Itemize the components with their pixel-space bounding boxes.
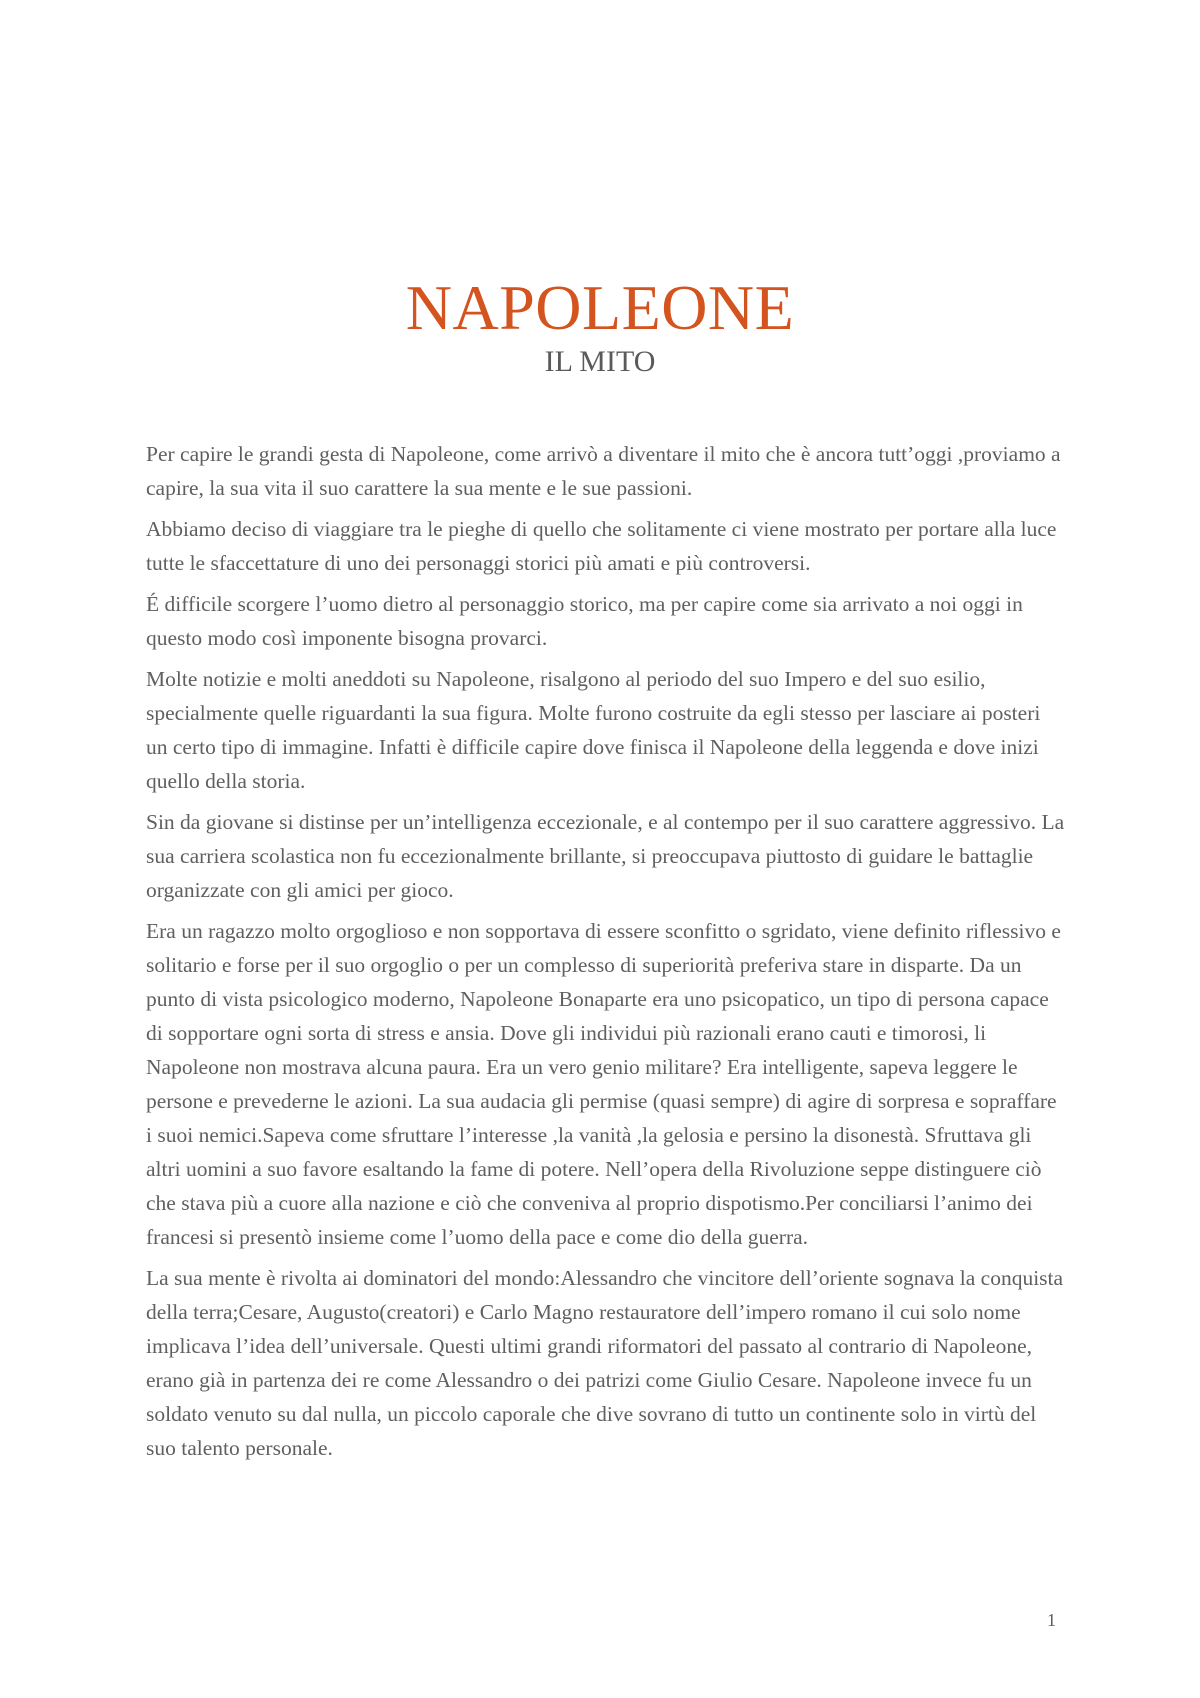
paragraph: Per capire le grandi gesta di Napoleone, come arrivò a diventare il mito che è ancora tutt’oggi ,proviamo a capire, la sua vita il suo carattere la sua mente e le sue passioni. bbox=[146, 442, 1061, 500]
paragraph: Sin da giovane si distinse per un’intelligenza eccezionale, e al contempo per il suo carattere aggressivo. La sua carriera scolastica non fu eccezionalmente brillante, si preoccupava piuttosto di guidare le battaglie organizzate con gli amici per gioco. bbox=[146, 810, 1065, 902]
paragraph: Era un ragazzo molto orgoglioso e non sopportava di essere sconfitto o sgridato, viene definito riflessivo e solitario e forse per il suo orgoglio o per un complesso di superiorità preferiva stare in disparte. Da un punto di vista psicologico moderno, Napoleone Bonaparte era uno psicopatico, un tipo di persona capace di sopportare ogni sorta di stress e ansia. Dove gli individui più razionali erano cauti e timorosi, li Napoleone non mostrava alcuna paura. Era un vero genio militare? Era intelligente, sapeva leggere le persone e prevederne le azioni. La sua audacia gli permise (quasi sempre) di agire di sorpresa e sopraffare i suoi nemici.Sapeva come sfruttare l’interesse ,la vanità ,la gelosia e persino la disonestà. Sfruttava gli altri uomini a suo favore esaltando la fame di potere. Nell’opera della Rivoluzione seppe distinguere ciò che stava più a cuore alla nazione e ciò che conveniva al proprio dispotismo.Per conciliarsi l’animo dei francesi si presentò insieme come l’uomo della pace e come dio della guerra. bbox=[146, 919, 1061, 1249]
body-text bbox=[146, 437, 1066, 1472]
paragraph: Abbiamo deciso di viaggiare tra le pieghe di quello che solitamente ci viene mostrato per portare alla luce tutte le sfaccettature di uno dei personaggi storici più amati e più controversi. bbox=[146, 517, 1057, 575]
page-number: 1 bbox=[1047, 1610, 1056, 1630]
paragraph: É difficile scorgere l’uomo dietro al personaggio storico, ma per capire come sia arrivato a noi oggi in questo modo così imponente bisogna provarci. bbox=[146, 592, 1023, 650]
page-subtitle: IL MITO bbox=[544, 345, 656, 378]
paragraph: Molte notizie e molti aneddoti su Napoleone, risalgono al periodo del suo Impero e del suo esilio, specialmente quelle riguardanti la sua figura. Molte furono costruite da egli stesso per lasciare ai posteri un certo tipo di immagine. Infatti è difficile capire dove finisca il Napoleone della leggenda e dove inizi quello della storia. bbox=[146, 667, 1041, 793]
page-title: NAPOLEONE bbox=[405, 272, 795, 343]
paragraph: La sua mente è rivolta ai dominatori del mondo:Alessandro che vincitore dell’oriente sognava la conquista della terra;Cesare, Augusto(creatori) e Carlo Magno restauratore dell’impero romano il cui solo nome implicava l’idea dell’universale. Questi ultimi grandi riformatori del passato al contrario di Napoleone, erano già in partenza dei re come Alessandro o dei patrizi come Giulio Cesare. Napoleone invece fu un soldato venuto su dal nulla, un piccolo caporale che dive sovrano di tutto un continente solo in virtù del suo talento personale. bbox=[146, 1266, 1064, 1460]
